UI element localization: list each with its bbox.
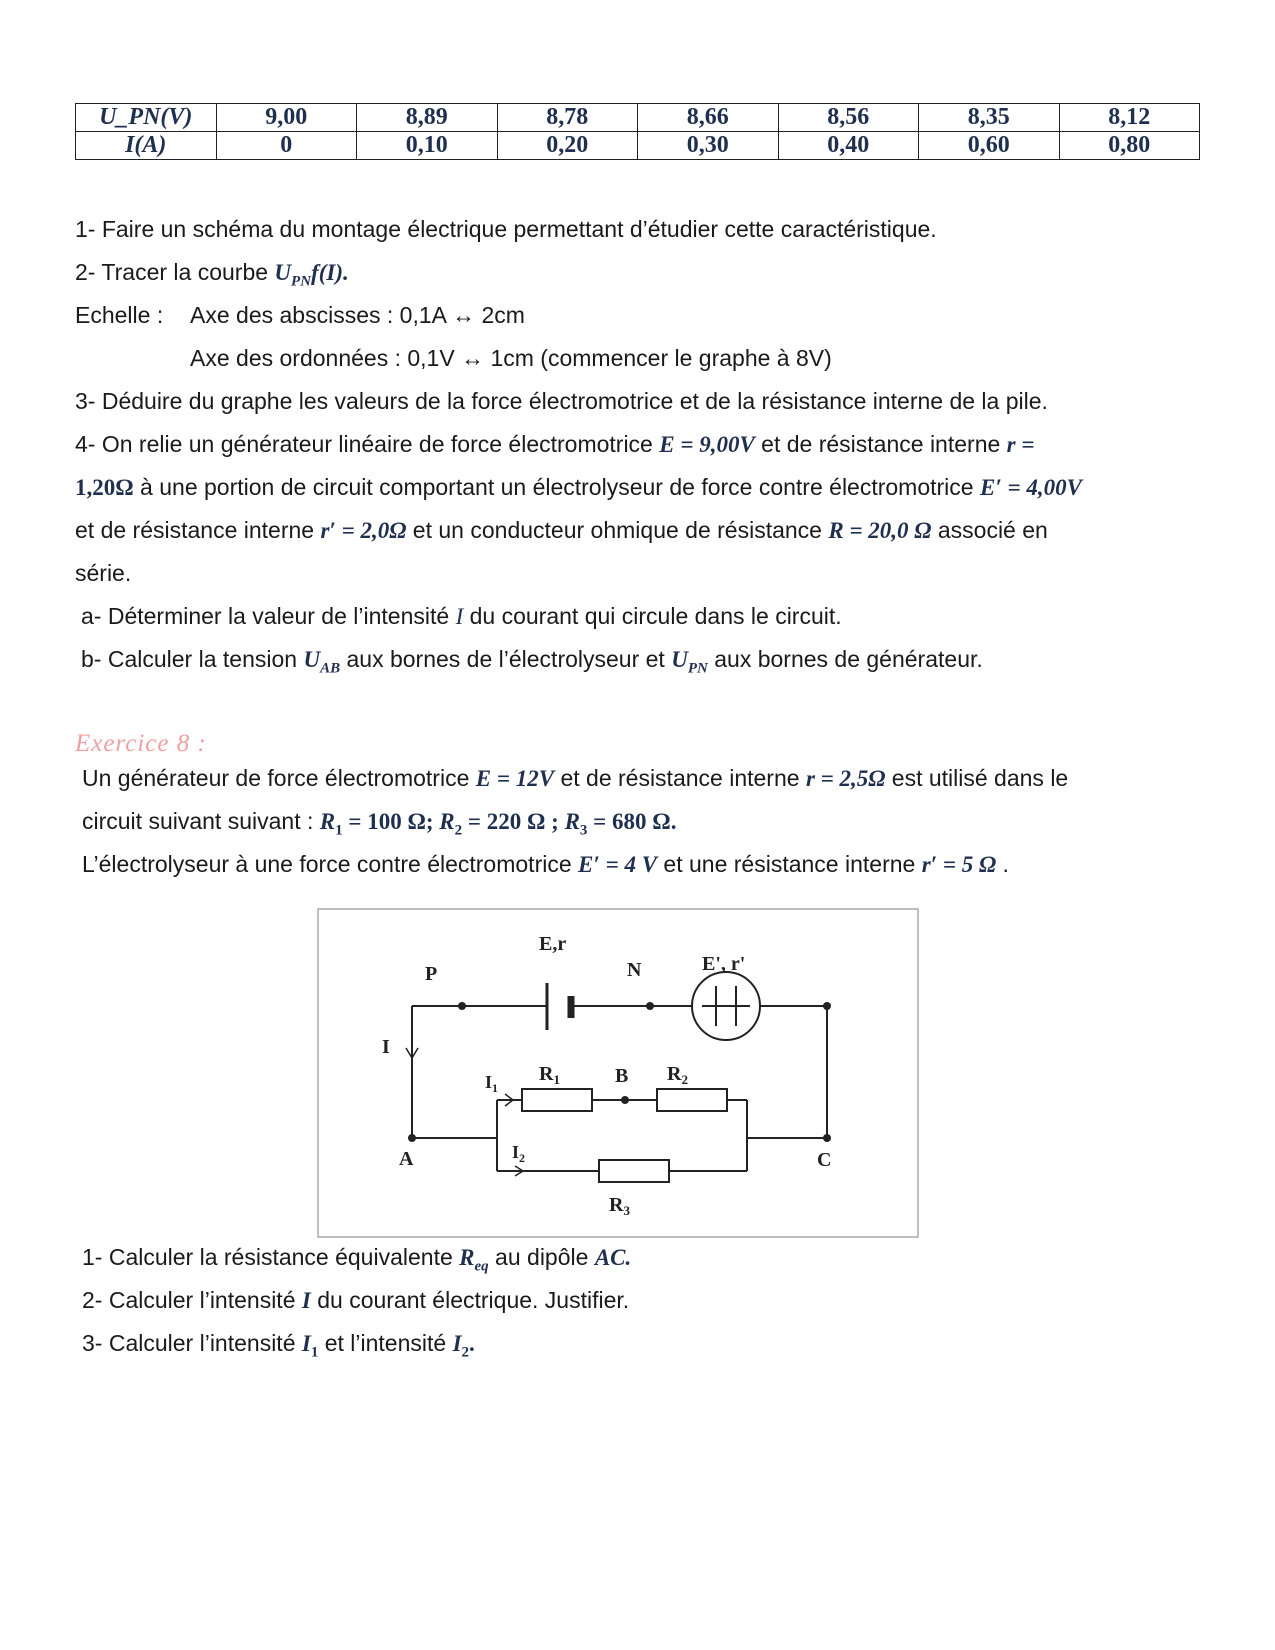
formula-sub: 2 bbox=[461, 1344, 470, 1361]
ex8-question-1 bbox=[82, 1242, 631, 1282]
text: 2- Calculer l’intensité bbox=[82, 1287, 302, 1313]
formula-sub: AB bbox=[320, 660, 341, 677]
question-4-line-4: série. bbox=[75, 560, 132, 586]
label-p: P bbox=[425, 963, 438, 985]
table-cell: 0,30 bbox=[638, 132, 779, 160]
ex8-line-3 bbox=[82, 849, 1009, 880]
label-gen: E,r bbox=[539, 933, 567, 955]
question-b bbox=[81, 644, 983, 684]
measurement-table bbox=[75, 103, 1200, 160]
text: et de résistance interne bbox=[754, 431, 1007, 457]
table-row bbox=[76, 132, 1200, 160]
text: Un générateur de force électromotrice bbox=[82, 765, 476, 791]
formula-rp: r′ = 5 Ω bbox=[921, 852, 997, 877]
formula-R: R = 20,0 Ω bbox=[828, 518, 932, 543]
label-r1: $R_1$ bbox=[539, 1063, 560, 1087]
ex8-question-3 bbox=[82, 1328, 475, 1368]
label-b: B bbox=[615, 1065, 629, 1087]
text: aux bornes de l’électrolyseur et bbox=[340, 646, 672, 672]
question-4-line-3 bbox=[75, 515, 1048, 546]
text: aux bornes de générateur. bbox=[707, 646, 983, 672]
ex8-question-2 bbox=[82, 1285, 629, 1316]
label-a: A bbox=[399, 1148, 414, 1170]
formula-req: R bbox=[459, 1245, 475, 1270]
ex8-line-2 bbox=[82, 806, 676, 846]
text: à une portion de circuit comportant un électrolyseur de force contre électromotrice bbox=[133, 474, 980, 500]
table-cell: 8,56 bbox=[778, 104, 919, 132]
formula-u: U bbox=[274, 260, 292, 285]
text: a- Déterminer la valeur de l’intensité bbox=[81, 603, 456, 629]
question-3: 3- Déduire du graphe les valeurs de la force électromotrice et de la résistance interne de la pile. bbox=[75, 388, 1048, 414]
table-cell: 8,78 bbox=[497, 104, 638, 132]
formula-r2: R bbox=[439, 809, 455, 834]
text: circuit suivant suivant : bbox=[82, 808, 320, 834]
formula-tail: f(I). bbox=[311, 260, 349, 285]
text: et l’intensité bbox=[318, 1330, 453, 1356]
text: du courant qui circule dans le circuit. bbox=[463, 603, 842, 629]
formula-sub: 2 bbox=[454, 822, 463, 839]
text: et de résistance interne bbox=[554, 765, 806, 791]
text: 1- Calculer la résistance équivalente bbox=[82, 1244, 460, 1270]
text: et une résistance interne bbox=[657, 851, 922, 877]
label-i2: $I_2$ bbox=[512, 1142, 526, 1165]
text: b- Calculer la tension bbox=[81, 646, 304, 672]
table-cell: 0,60 bbox=[919, 132, 1060, 160]
question-1: 1- Faire un schéma du montage électrique permettant d’étudier cette caractéristique. bbox=[75, 216, 937, 242]
label-n: N bbox=[627, 959, 642, 981]
label-c: C bbox=[817, 1149, 832, 1171]
question-4-line-1 bbox=[75, 429, 1034, 460]
text: associé en bbox=[931, 517, 1048, 543]
row-label-upn: U_PN(V) bbox=[76, 104, 217, 132]
exercise-8-title: Exercice 8 : bbox=[75, 730, 207, 757]
formula-sub: 3 bbox=[579, 822, 588, 839]
table-cell: 0,10 bbox=[357, 132, 498, 160]
formula-ac: AC. bbox=[594, 1245, 632, 1270]
label-i: I bbox=[382, 1036, 390, 1058]
formula-sub: 1 bbox=[310, 1344, 319, 1361]
formula-i: I bbox=[455, 604, 464, 629]
formula-rp: r′ = 2,0Ω bbox=[320, 518, 407, 543]
formula-sub: 1 bbox=[335, 822, 343, 839]
formula-r1: R bbox=[319, 809, 336, 834]
label-i1: $I_1$ bbox=[485, 1072, 499, 1095]
text: 4- On relie un générateur linéaire de force électromotrice bbox=[75, 431, 660, 457]
formula-upn: U bbox=[671, 647, 688, 672]
formula-val: = 680 Ω. bbox=[587, 809, 677, 834]
table-cell: 8,89 bbox=[357, 104, 498, 132]
label-r2: $R_2$ bbox=[667, 1063, 688, 1087]
formula-r: r = 2,5Ω bbox=[805, 766, 886, 791]
text: au dipôle bbox=[488, 1244, 595, 1270]
formula-u-sub: PN bbox=[291, 273, 312, 290]
resistor-r2 bbox=[657, 1089, 727, 1111]
question-2-text: 2- Tracer la courbe bbox=[75, 259, 275, 285]
table-row bbox=[76, 104, 1200, 132]
formula-ep: E′ = 4,00V bbox=[979, 475, 1082, 500]
formula-i2: I bbox=[452, 1331, 462, 1356]
formula-r-value: 1,20Ω bbox=[75, 475, 134, 500]
table-cell: 8,66 bbox=[638, 104, 779, 132]
table-cell: 9,00 bbox=[216, 104, 357, 132]
formula-sub: PN bbox=[687, 660, 708, 677]
formula-ep: E′ = 4 V bbox=[578, 852, 658, 877]
formula-r3: R bbox=[564, 809, 580, 834]
text: L’électrolyseur à une force contre électromotrice bbox=[82, 851, 579, 877]
text: est utilisé dans le bbox=[885, 765, 1069, 791]
table-cell: 8,35 bbox=[919, 104, 1060, 132]
text: . bbox=[996, 851, 1009, 877]
echelle-label: Echelle : bbox=[75, 302, 164, 328]
row-label-i: I(A) bbox=[76, 132, 217, 160]
formula-sub: eq bbox=[474, 1258, 489, 1275]
text: . bbox=[469, 1331, 475, 1356]
table-cell: 0,20 bbox=[497, 132, 638, 160]
formula-e: E = 12V bbox=[475, 766, 555, 791]
formula-val: = 220 Ω ; bbox=[462, 809, 565, 834]
table-cell: 8,12 bbox=[1059, 104, 1200, 132]
text: et de résistance interne bbox=[75, 517, 321, 543]
question-a bbox=[81, 601, 842, 632]
text: 3- Calculer l’intensité bbox=[82, 1330, 302, 1356]
electrolyser-symbol bbox=[692, 972, 760, 1040]
formula-e: E = 9,00V bbox=[659, 432, 755, 457]
formula-i1: I bbox=[301, 1331, 311, 1356]
echelle-ordonnees: Axe des ordonnées : 0,1V ↔ 1cm (commencer le graphe à 8V) bbox=[190, 345, 832, 371]
label-electrolyser: E', r' bbox=[702, 953, 746, 975]
formula-i: I bbox=[301, 1288, 311, 1313]
question-2 bbox=[75, 257, 349, 297]
resistor-r1 bbox=[522, 1089, 592, 1111]
resistor-r3 bbox=[599, 1160, 669, 1182]
echelle-abscisses: Axe des abscisses : 0,1A ↔ 2cm bbox=[190, 302, 525, 328]
table-cell: 0 bbox=[216, 132, 357, 160]
text: du courant électrique. Justifier. bbox=[310, 1287, 630, 1313]
formula-r: r = bbox=[1006, 432, 1035, 457]
circuit-diagram bbox=[317, 908, 919, 1238]
formula-val: = 100 Ω; bbox=[342, 809, 440, 834]
table-cell: 0,40 bbox=[778, 132, 919, 160]
question-4-line-2 bbox=[75, 472, 1082, 503]
text: et un conducteur ohmique de résistance bbox=[406, 517, 829, 543]
table-cell: 0,80 bbox=[1059, 132, 1200, 160]
ex8-line-1 bbox=[82, 763, 1068, 794]
label-r3: $R_3$ bbox=[609, 1194, 630, 1218]
formula-uab: U bbox=[303, 647, 321, 672]
